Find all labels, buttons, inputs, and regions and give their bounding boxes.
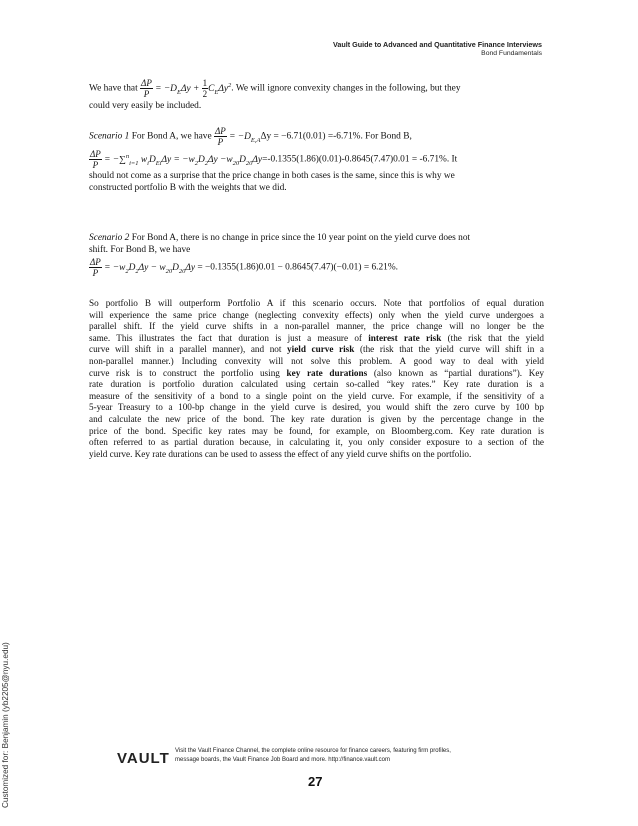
scenario-2-equation: $\frac{\Delta P}{P}$ = $-w_2D_2\Delta y - w_{20}D_{20}\Delta y = -0.1355(1.86)0.01 - 0.8645(7.47)(-0.01) = 6.21\%$. (90, 257, 399, 279)
scenario-2-line-1: Scenario 2 For Bond A, there is no change in price since the 10 year point on the yield curve does not (89, 233, 471, 243)
fraction-dp-over-p: $\frac{\Delta P}{P}$ (215, 126, 226, 147)
scenario-1-paragraph (89, 126, 544, 194)
page-number: 27 (308, 774, 323, 789)
footer-line-2: message boards, the Vault Finance Job Board and more. http://finance.vault.com (175, 757, 391, 763)
intro-paragraph (89, 78, 544, 113)
conclusion-paragraph: So portfolio B will outperform Portfolio A if this scenario occurs. Note that portfolios of equal duration will experience the same price change (neglecting convexity effects) only when the yield curve undergoes a parallel shift. If the yield curve shifts in a non-parallel manner, the price change will no longer be the same. This illustrates the fact that duration is just a measure of interest rate risk (the risk that the yield curve will shift in a parallel manner), and not yield curve risk (the risk that the yield curve will shift in a non-parallel manner.) Including convexity will not solve this problem. A good way to deal with yield curve risk is to construct the portfolio using key rate durations (also known as “partial durations”). Key rate duration is portfolio duration calculated using certain so-called “key rates.” Key rate duration is a measure of the sensitivity of a bond to a single point on the yield curve. For example, if the sensitivity of a 5-year Treasury to a 100-bp change in the yield curve is desired, you would shift the zero curve by 100 bp and calculate the new price of the bond. The key rate duration is given by the percentage change in the price of the bond. Specific key rates may be found, for example, on Bloomberg.com. Key rate duration is often referred to as partial duration because, in calculating it, you only consider exposure to a section of the yield curve. Key rate durations can be used to assess the effect of any yield curve shifts on the portfolio. (89, 298, 545, 459)
term-interest-rate-risk: interest rate risk (368, 332, 442, 343)
term-yield-curve-risk: yield curve risk (287, 344, 355, 355)
fraction-dp-over-p: $\frac{\Delta P}{P}$ (90, 149, 101, 170)
intro-equation-line: We have that $\frac{\Delta P}{P}$ = $-D_E\Delta y$ + $\frac{1}{2}$ $C_E\Delta y^2$. We will ignore convexity changes in the following, but they (89, 78, 461, 99)
intro-line-2: could very easily be included. (89, 101, 202, 111)
header-title: Vault Guide to Advanced and Quantitative Finance Interviews (332, 40, 542, 49)
scenario-1-line-4: constructed portfolio B with the weights that we did. (89, 182, 287, 193)
term-key-rate-durations: key rate durations (286, 367, 368, 378)
fraction-dp-over-p: $\frac{\Delta P}{P}$ (141, 78, 152, 99)
header-subtitle: Bond Fundamentals (481, 50, 542, 57)
summation-term: = −∑$^n_{i=1}$ $w_iD_{Ei}\Delta y = -w_2D_2\Delta y -w_{20}D_{20}\Delta y$ (104, 152, 263, 167)
scenario-1-line-3: should not come as a surprise that the price change in both cases is the same, since this is why we (89, 171, 455, 181)
scenario-2-paragraph (89, 233, 544, 278)
footer-line-1: Visit the Vault Finance Channel, the complete online resource for finance careers, featuring firm profiles, (175, 748, 451, 754)
vault-logo: VAULT (117, 750, 170, 767)
customized-for-watermark: Customized for: Benjamin (yb2205@nyu.edu) (1, 642, 10, 808)
fraction-one-half: $\frac{1}{2}$ (202, 78, 208, 99)
scenario-1-equation-2: $\frac{\Delta P}{P}$ = −∑$^n_{i=1}$ $w_iD_{Ei}\Delta y = -w_2D_2\Delta y -w_{20}D_{20}\Delta y=-0.1355(1.86)(0.01)-0.8645(7.47)0.01 = -6.71\%$. It (90, 149, 458, 170)
fraction-dp-over-p: $\frac{\Delta P}{P}$ (90, 257, 101, 279)
scenario-2-line-2: shift. For Bond B, we have (89, 244, 191, 255)
duration-term: = $-D_E\Delta y$ + (155, 83, 200, 96)
scenario-1-line-1: Scenario 1 For Bond A, we have $\frac{\Delta P}{P}$ = $-D_{E,A}\Delta y = -6.71(0.01) =-6.71\%$. For Bond B, (89, 126, 412, 147)
convexity-term: $C_E\Delta y^2$ (208, 81, 232, 96)
